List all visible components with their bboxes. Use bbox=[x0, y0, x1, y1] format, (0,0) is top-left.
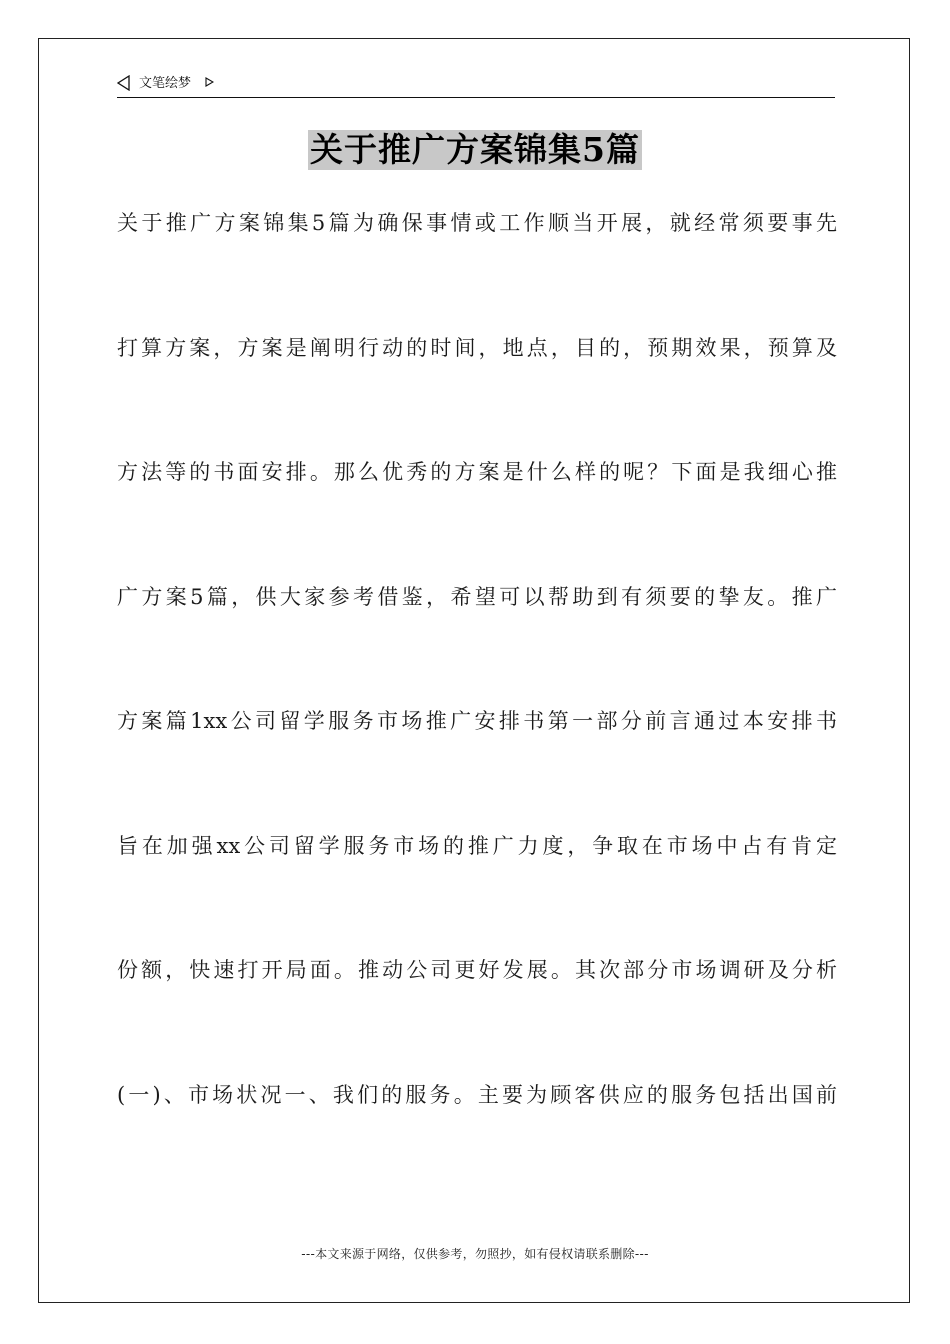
body-line: (一)、市场状况一、我们的服务。主要为顾客供应的服务包括出国前 bbox=[117, 1082, 837, 1107]
header-brand: 文笔绘梦 bbox=[139, 76, 192, 91]
title-wrap bbox=[0, 130, 950, 170]
body-line: 广方案5篇，供大家参考借鉴，希望可以帮助到有须要的挚友。推广 bbox=[117, 584, 837, 609]
triangle-right-icon bbox=[205, 77, 214, 87]
body-line: 方法等的书面安排。那么优秀的方案是什么样的呢？下面是我细心推 bbox=[117, 460, 837, 484]
footer-disclaimer: ---本文来源于网络，仅供参考，勿照抄，如有侵权请联系删除--- bbox=[301, 1247, 649, 1261]
body-line: 份额，快速打开局面。推动公司更好发展。其次部分市场调研及分析 bbox=[117, 958, 837, 982]
body-line: 打算方案，方案是阐明行动的时间，地点，目的，预期效果，预算及 bbox=[117, 335, 837, 360]
page-header bbox=[117, 72, 835, 98]
body-line: 关于推广方案锦集5篇为确保事情或工作顺当开展，就经常须要事先 bbox=[117, 211, 837, 235]
triangle-left-icon bbox=[117, 75, 130, 91]
body-line: 方案篇1xx公司留学服务市场推广安排书第一部分前言通过本安排书 bbox=[117, 709, 837, 733]
body-line: 旨在加强xx公司留学服务市场的推广力度，争取在市场中占有肯定 bbox=[117, 833, 837, 858]
document-body bbox=[117, 203, 837, 1199]
document-title: 关于推广方案锦集5篇 bbox=[310, 130, 640, 169]
